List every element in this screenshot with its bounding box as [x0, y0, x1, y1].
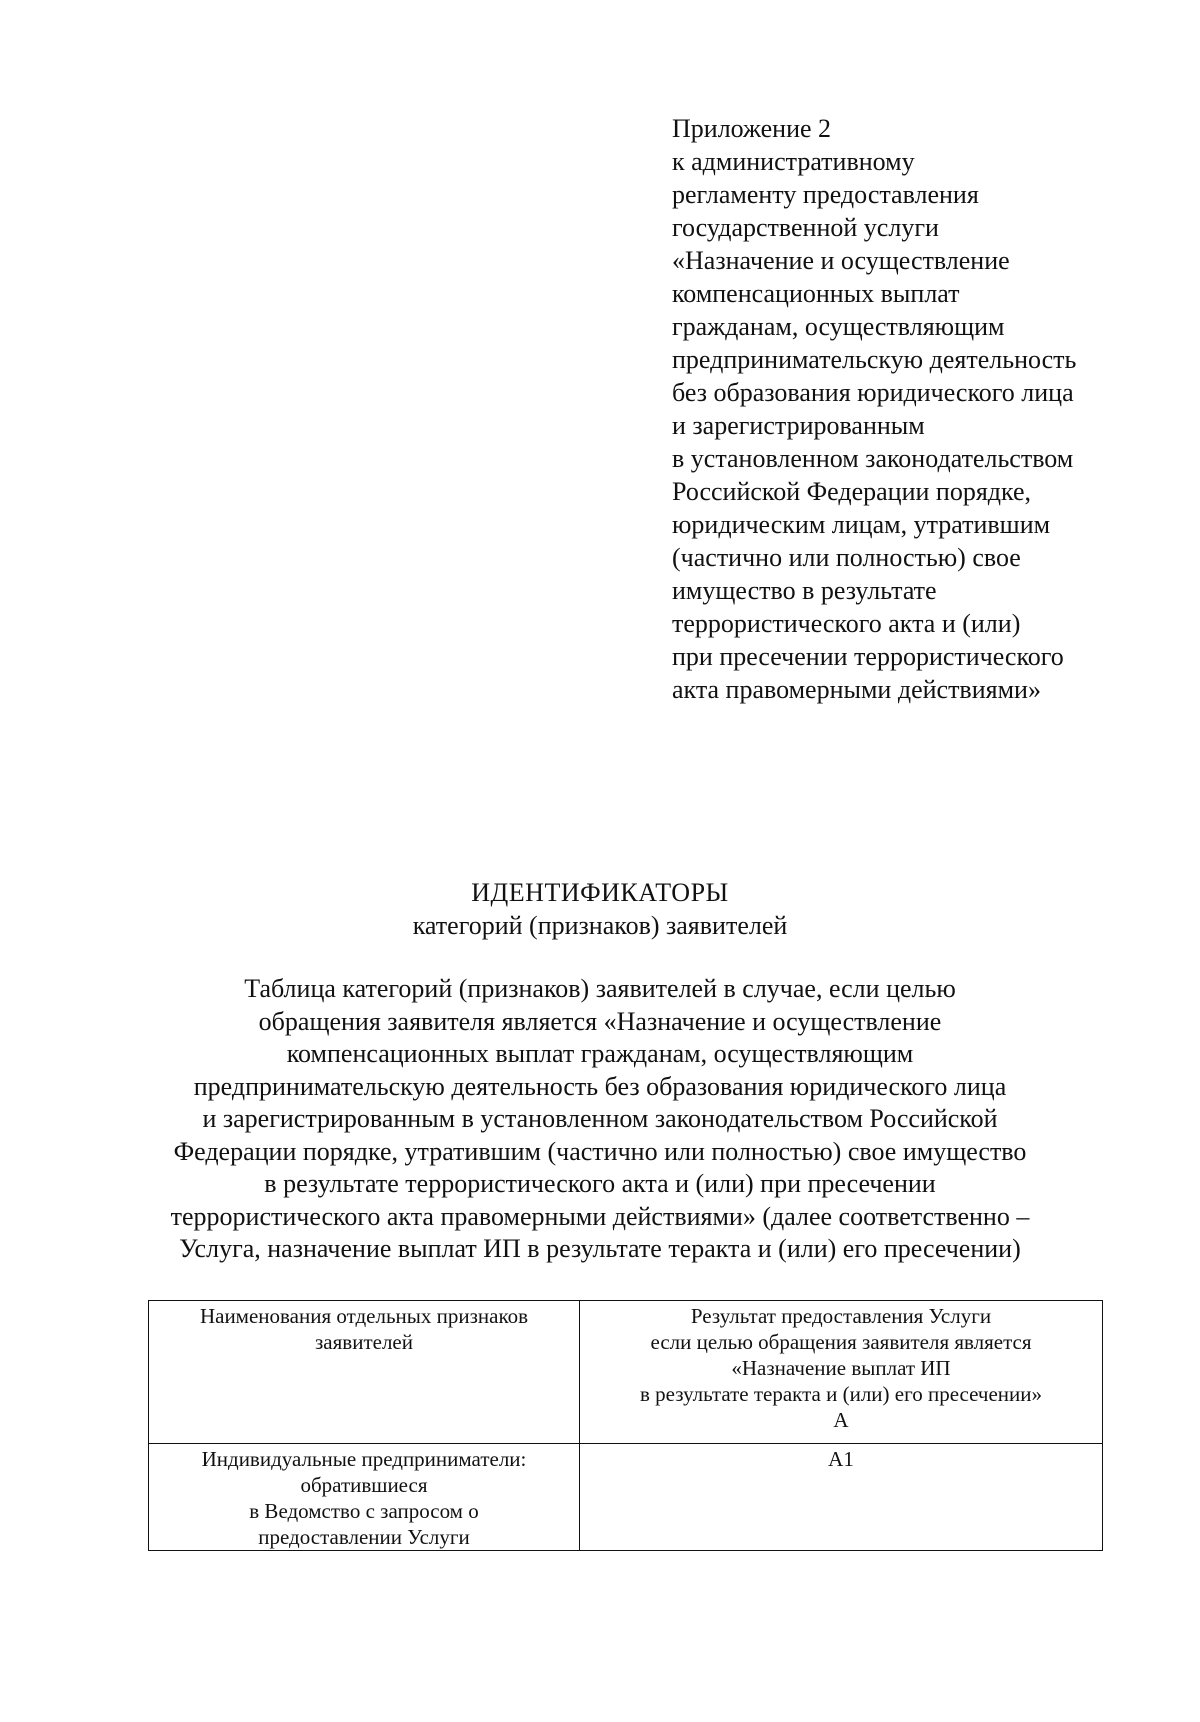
- header-cell-result: [580, 1301, 1103, 1444]
- appendix-line: Российской Федерации порядке,: [672, 477, 1032, 506]
- header-cell-line: в результате теракта и (или) его пресечении»: [639, 1382, 1043, 1406]
- appendix-note: [672, 112, 1172, 706]
- description-line: Услуга, назначение выплат ИП в результате теракта и (или) его пресечении): [179, 1234, 1021, 1263]
- header-cell-attributes: [149, 1301, 580, 1444]
- header-cell-line: заявителей: [315, 1330, 413, 1354]
- description-line: Федерации порядке, утратившим (частично или полностью) свое имущество: [173, 1136, 1027, 1166]
- description-line: террористического акта правомерными действиями» (далее соответственно –: [170, 1201, 1030, 1231]
- header-cell-line: А: [833, 1408, 849, 1432]
- table-description: [100, 973, 1100, 1266]
- identifiers-table-wrapper: [148, 1300, 1102, 1551]
- appendix-line: и зарегистрированным: [672, 411, 925, 440]
- appendix-line: при пресечении террористического: [672, 642, 1064, 671]
- table-cell-attribute: [149, 1444, 580, 1551]
- header-cell-line: «Назначение выплат ИП: [731, 1356, 951, 1380]
- table-cell-line: предоставлении Услуги: [258, 1525, 470, 1549]
- appendix-line: акта правомерными действиями»: [672, 675, 1041, 704]
- appendix-line: «Назначение и осуществление: [672, 246, 1010, 275]
- appendix-line: к административному: [672, 147, 915, 176]
- description-line: Таблица категорий (признаков) заявителей в случае, если целью: [244, 974, 956, 1003]
- appendix-line: гражданам, осуществляющим: [672, 312, 1005, 341]
- header-cell-line: Наименования отдельных признаков: [199, 1304, 529, 1328]
- table-cell-line: в Ведомство с запросом о: [249, 1499, 479, 1523]
- appendix-line: без образования юридического лица: [672, 378, 1074, 407]
- appendix-line: Приложение 2: [672, 114, 832, 143]
- table-row: [149, 1444, 1103, 1551]
- appendix-line: компенсационных выплат: [672, 279, 960, 308]
- header-cell-line: если целью обращения заявителя является: [650, 1330, 1032, 1354]
- description-line: компенсационных выплат гражданам, осуществляющим: [286, 1039, 914, 1068]
- table-cell-line: Индивидуальные предприниматели:: [201, 1447, 527, 1471]
- table-cell-line: обратившиеся: [300, 1473, 428, 1497]
- description-line: предпринимательскую деятельность без образования юридического лица: [193, 1071, 1007, 1101]
- appendix-line: регламенту предоставления: [672, 180, 979, 209]
- document-title: ИДЕНТИФИКАТОРЫ: [471, 878, 729, 907]
- appendix-line: в установленном законодательством: [672, 444, 1074, 473]
- header-cell-line: Результат предоставления Услуги: [690, 1304, 992, 1328]
- identifiers-table: [148, 1300, 1103, 1551]
- appendix-line: террористического акта и (или): [672, 609, 1021, 638]
- appendix-line: имущество в результате: [672, 576, 937, 605]
- description-line: и зарегистрированным в установленном законодательством Российской: [202, 1104, 998, 1133]
- description-line: в результате террористического акта и (или) при пресечении: [264, 1169, 936, 1198]
- appendix-line: предпринимательскую деятельность: [672, 345, 1077, 374]
- appendix-line: юридическим лицам, утратившим: [672, 510, 1051, 539]
- appendix-line: государственной услуги: [672, 213, 939, 242]
- document-subtitle: категорий (признаков) заявителей: [412, 911, 788, 940]
- description-line: обращения заявителя является «Назначение и осуществление: [258, 1006, 942, 1036]
- table-cell-result-code: [580, 1444, 1103, 1551]
- table-header-row: [149, 1301, 1103, 1444]
- appendix-line: (частично или полностью) свое: [672, 543, 1021, 572]
- table-cell-line: А1: [828, 1447, 854, 1471]
